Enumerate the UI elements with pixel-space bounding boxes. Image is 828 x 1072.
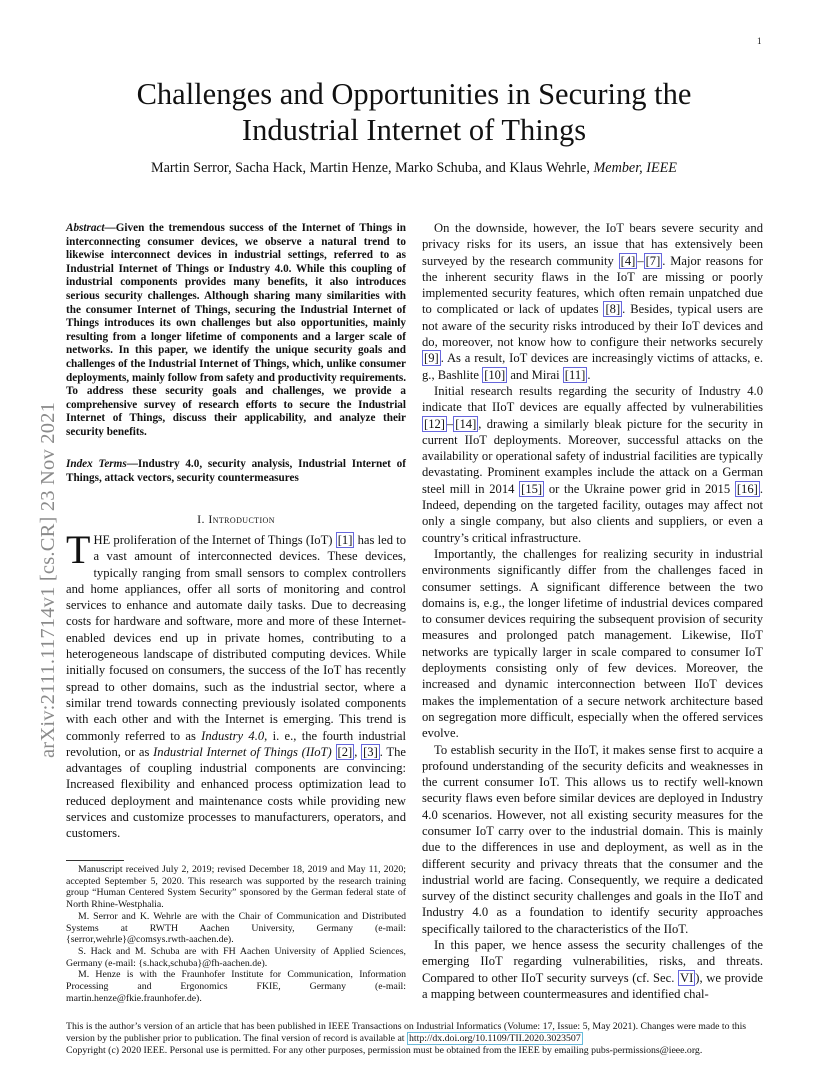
body-text: . <box>587 367 591 382</box>
doi-link[interactable]: http://dx.doi.org/10.1109/TII.2020.3023507 <box>409 1032 581 1044</box>
section-number: I. <box>197 512 205 526</box>
author-membership: Member, IEEE <box>593 160 677 176</box>
body-text: ), we provide a mapping between countermeasures and identified chal- <box>422 970 763 1001</box>
footnote-rule <box>66 860 124 861</box>
section-link[interactable]: VI <box>679 970 694 985</box>
citation-link[interactable]: [12] <box>424 416 445 431</box>
author-list <box>60 160 768 177</box>
right-column-text <box>422 220 763 1002</box>
body-text: HE proliferation of the Internet of Things (IoT) <box>93 533 333 547</box>
citation-link[interactable]: [11] <box>564 367 586 382</box>
citation-link[interactable]: [14] <box>455 416 477 431</box>
footnotes <box>66 864 406 1004</box>
footnote: S. Hack and M. Schuba are with FH Aachen University of Applied Sciences, Germany (e-mail: {s.hack,schuba}@fh-aachen.de). <box>66 945 406 969</box>
paragraph: Initial research results regarding the security of Industry 4.0 indicate that IIoT devices are equally affected by vulnerabilities [12] – [14] , drawing a similarly bleak picture for the security in current IIoT deployments. Moreover, successful attacks on the availability or operational safety of industrial facilities are typically devastating. Prominent examples include the attack on a German steel mill in 2014 [15] or the Ukraine power grid in 2015 [16] . Indeed, depending on the targeted facility, outages may affect not only a single company, but also clients and suppliers, or even a country’s critical infrastructure. <box>422 383 763 545</box>
body-text: Initial research results regarding the security of Industry 4.0 indicate that IIoT devices are equally affected by vulnerabilities <box>422 383 763 415</box>
drop-cap: T <box>66 527 91 572</box>
citation-link[interactable]: [4] <box>620 253 636 268</box>
arxiv-identifier: arXiv:2111.11714v1 [cs.CR] 23 Nov 2021 <box>37 401 59 758</box>
paper-title <box>60 76 768 148</box>
abstract <box>66 222 406 440</box>
section-heading <box>66 512 406 527</box>
paragraph <box>422 937 763 1002</box>
body-text: On the downside, however, the IoT bears severe security and privacy risks for its users, an issue that has extensively been surveyed by the research community <box>422 221 763 268</box>
author-names: Martin Serror, Sacha Hack, Martin Henze, Marko Schuba, and Klaus Wehrle, <box>151 160 590 176</box>
index-terms-text: —Industry 4.0, security analysis, Industrial Internet of Things, attack vectors, security countermeasures <box>66 458 406 484</box>
citation-link[interactable]: [8] <box>605 302 621 317</box>
citation-link[interactable]: [10] <box>484 367 506 382</box>
emphasis-text: Industrial Internet of Things (IIoT) <box>153 744 332 759</box>
citation-link[interactable]: [7] <box>645 253 661 268</box>
citation-link[interactable]: [3] <box>363 744 378 759</box>
citation-link[interactable]: [16] <box>736 481 758 496</box>
body-text: . The advantages of coupling industrial components are convincing: Increased flexibility and enhanced process optimization lead to reduced deployment and maintenance costs while providing new services and customize processes to manufacturers, operators, and customers. <box>66 744 406 841</box>
body-text: or the Ukraine power grid in 2015 <box>548 481 731 496</box>
copyright-footer <box>66 1021 764 1056</box>
footnote: Manuscript received July 2, 2019; revised December 18, 2019 and May 11, 2020; accepted September 5, 2020. This research was supported by the research training group “Human Centered System Security” sponsored by the German federal state of North Rhine-Westphalia. <box>66 864 406 911</box>
title-line-1: Challenges and Opportunities in Securing the <box>136 77 692 111</box>
citation-link[interactable]: [15] <box>521 481 543 496</box>
citation-link[interactable]: [1] <box>337 533 353 547</box>
body-text: . As a result, IoT devices are increasingly victims of attacks, e. g., Bashlite <box>422 351 763 382</box>
footnote: M. Serror and K. Wehrle are with the Chair of Communication and Distributed Systems at RWTH Aachen University, Germany (e-mail: {serror,wehrle}@comsys.rwth-aachen.de). <box>66 910 406 946</box>
footer-notice: This is the author’s version of an article that has been published in IEEE Transactions on Industrial Informatics (Volume: 17, Issue: 5, May 2021). Changes were made to this version by the publisher prior to publication. The final version of record is available at <box>66 1021 747 1044</box>
page-number: 1 <box>757 36 762 46</box>
copyright-line: Copyright (c) 2020 IEEE. Personal use is permitted. For any other purposes, permission must be obtained from the IEEE by emailing pubs-permissions@ieee.org. <box>66 1044 703 1056</box>
body-text: In this paper, we hence assess the security challenges of the emerging IIoT regarding vulnerabilities, risks, and threats. Compared to other IIoT security surveys (cf. Sec. <box>422 938 763 985</box>
introduction-text <box>66 527 407 842</box>
emphasis-text: Industry 4.0 <box>201 728 265 743</box>
body-text: . Besides, typical users are not aware of the security risks introduced by their IoT devices and do, moreover, not know how to configure their networks securely <box>422 302 763 350</box>
index-terms-label: Index Terms <box>66 458 127 470</box>
index-terms <box>66 458 406 485</box>
abstract-label: Abstract <box>66 222 105 234</box>
abstract-text: —Given the tremendous success of the Internet of Things in interconnecting consumer devices, we observe a natural trend to likewise interconnect devices in industrial settings, referred to as Industrial Internet of Things or Industry 4.0. While this coupling of industrial components provides many benefits, it also introduces serious security challenges. Although sharing many similarities with the consumer Internet of Things, securing the Industrial Internet of Things introduces its own challenges but also opportunities, mainly resulting from a longer lifetime of components and a larger scale of networks. In this paper, we identify the unique security goals and challenges of the Industrial Internet of Things, which, unlike consumer deployments, mainly follow from safety and productivity requirements. To address these security goals and challenges, we provide a comprehensive survey of research efforts to secure the Industrial Internet of Things, discuss their applicability, and analyze their security benefits. <box>66 222 406 438</box>
citation-link[interactable]: [2] <box>337 744 353 759</box>
footnote: M. Henze is with the Fraunhofer Institute for Communication, Information Processing and Ergonomics FKIE, Germany (e-mail: martin.henze@fkie.fraunhofer.de). <box>66 969 406 1004</box>
body-text: , i. e., the fourth industrial revolution, or as <box>66 728 407 759</box>
title-line-2: Industrial Internet of Things <box>241 113 587 147</box>
body-text: , drawing a similarly bleak picture for the security in current IIoT deployments. Moreover, successful attacks on the availability or operational safety of industrial facilities are typically devastating. Prominent examples include the attack on a German steel mill in 2014 <box>422 416 763 496</box>
paragraph: Importantly, the challenges for realizing security in industrial environments significantly differ from the challenges faced in consumer settings. A significant difference between the two domains is, e.g., the longer lifetime of industrial devices compared to consumer devices requiring the subsequent provision of security measures and prolonged patch management. Likewise, IIoT networks are typically larger in scale compared to consumer IoT deployments consisting only of few devices. Moreover, the increased and dynamic interconnection between IIoT devices makes the implementation of a secure network architecture based on segregation more difficult, especially when the offered services evolve. <box>422 546 763 741</box>
body-text: . Indeed, depending on the targeted facility, outages may affect not only a single company, but also clients and suppliers, or even a country’s critical infrastructure. <box>422 481 763 545</box>
paragraph: To establish security in the IIoT, it makes sense first to acquire a profound understanding of the security deficits and weaknesses in the current consumer IoT. This allows us to rectify well-known security flaws even before similar devices are deployed in Industry 4.0 scenarios. However, not all existing security measures for the consumer IoT carry over to the industrial domain. This is mainly due to the differences in use and deployment, as well as in the different security and privacy threats that the consumer and the industrial world are facing. Consequently, we require a dedicated survey of the distinct security challenges and goals in the IIoT and Industry 4.0 as a foundation to identify security approaches specifically tailored to the characteristics of the IIoT. <box>422 742 763 936</box>
paragraph: On the downside, however, the IoT bears severe security and privacy risks for its users, an issue that has extensively been surveyed by the research community [4] – [7] . Major reasons for the inherent security flaws in the IoT are missing or poorly implemented security features, which often remain unpatched due to complicated or lack of updates [8] . Besides, typical users are not aware of the security risks introduced by their IoT devices and do, moreover, not know how to configure their networks securely [9] . As a result, IoT devices are increasingly victims of attacks, e. g., Bashlite [10] and Mirai [11] . <box>422 221 763 382</box>
body-text: has led to a vast amount of interconnected devices. These devices, typically ranging from small sensors to complex controllers and home appliances, offer all sorts of monitoring and control services to enhance and automate daily tasks. Due to decreasing costs for hardware and software, more and more of these Internet-enabled devices end up in private homes, contributing to a heterogeneous landscape of distributed computing devices. While initially focused on consumers, the success of the IoT has recently spread to other domains, such as the industrial sector, where a similar trend towards connecting previously isolated components with each other and with the Internet is emerging. This trend is commonly referred to as <box>66 533 406 743</box>
intro-paragraph: THE proliferation of the Internet of Things (IoT) [1] has led to a vast amount of interconnected devices. These devices, typically ranging from small sensors to complex controllers and home appliances, offer all sorts of monitoring and control services to enhance and automate daily tasks. Due to decreasing costs for hardware and software, more and more of these Internet-enabled devices end up in private homes, contributing to a heterogeneous landscape of distributed computing devices. While initially focused on consumers, the success of the IoT has recently spread to other domains, such as the industrial sector, where a similar trend towards connecting previously isolated components with each other and with the Internet is emerging. This trend is commonly referred to as Industry 4.0, i. e., the fourth industrial revolution, or as Industrial Internet of Things (IIoT) [2] , [3] . The advantages of coupling industrial components are convincing: Increased flexibility and enhanced process optimization lead to reduced deployment and maintenance costs while providing new services and customize processes to manufacturers, operators, and customers. <box>66 527 407 841</box>
section-title: Introduction <box>208 512 275 526</box>
body-text: . Major reasons for the inherent security flaws in the IoT are missing or poorly implemented security features, which often remain unpatched due to complicated or lack of updates <box>422 253 763 317</box>
body-text: and Mirai <box>510 367 560 382</box>
citation-link[interactable]: [9] <box>424 351 439 366</box>
